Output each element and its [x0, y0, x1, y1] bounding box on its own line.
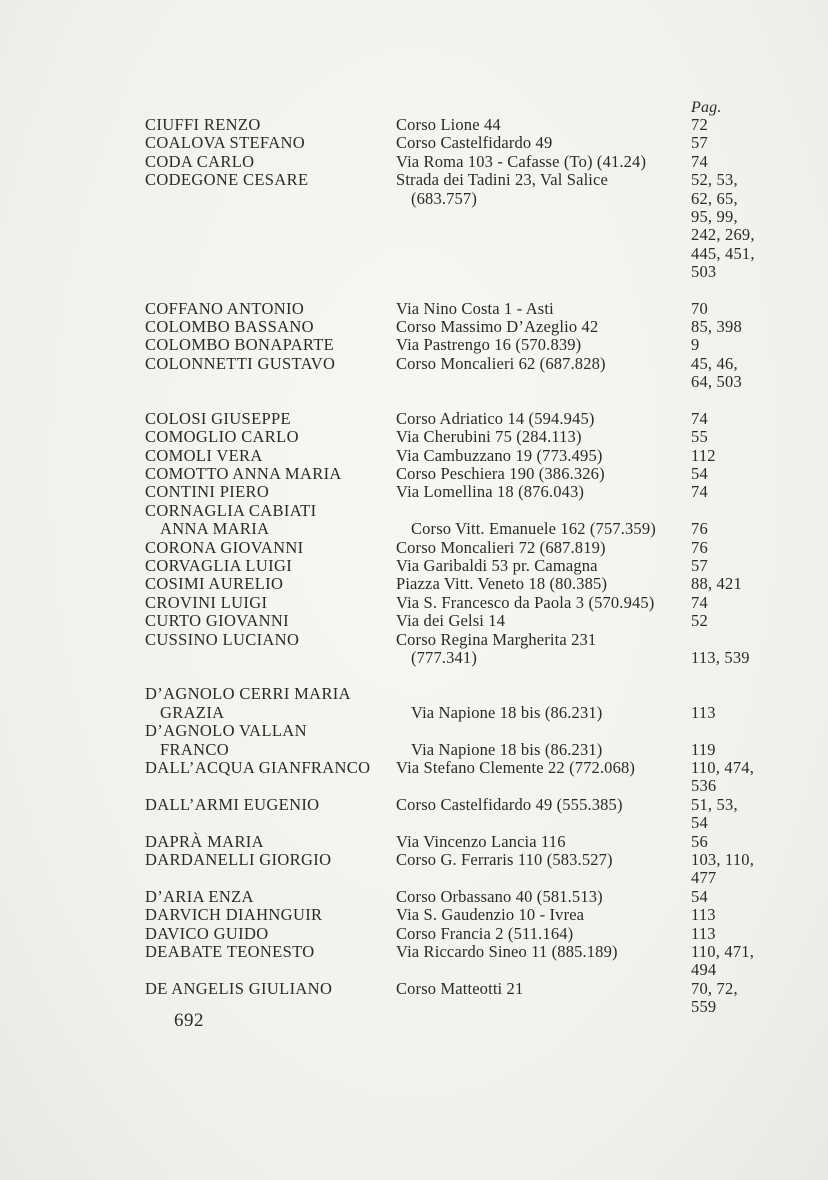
entry-name [145, 851, 396, 888]
entry-name [145, 594, 396, 612]
entry-pages [691, 594, 781, 612]
entry-name-line: COLOMBO BASSANO [145, 317, 314, 337]
entry-name [145, 410, 396, 428]
entry-name-line: COMOTTO ANNA MARIA [145, 463, 342, 483]
entry-name-line: CROVINI LUIGI [145, 592, 268, 612]
entry-pages [691, 428, 781, 446]
entry-pages [691, 612, 781, 630]
entry-address [396, 336, 691, 354]
entry-address-line: Via Cambuzzano 19 (773.495) [396, 445, 603, 465]
entry-address-line: (683.757) [411, 188, 477, 208]
entry-pages [691, 685, 781, 722]
index-entry [145, 539, 785, 557]
entry-name [145, 796, 396, 833]
entry-pages-line: 477 [691, 868, 717, 888]
index-entry [145, 833, 785, 851]
entry-name-line: CODEGONE CESARE [145, 170, 309, 190]
entry-name [145, 906, 396, 924]
entry-address-line: Via dei Gelsi 14 [396, 611, 506, 631]
entry-pages-line: 119 [691, 739, 716, 759]
entry-address [396, 447, 691, 465]
entry-pages [691, 465, 781, 483]
entry-pages-line: 242, 269, [691, 225, 755, 245]
entry-address [396, 483, 691, 501]
entry-name [145, 447, 396, 465]
entry-pages-line: 54 [691, 813, 708, 833]
entry-pages-line [691, 631, 781, 649]
entry-address-line: Via Napione 18 bis (86.231) [411, 702, 603, 722]
index-entry [145, 153, 785, 171]
entry-name-line: DAPRÀ MARIA [145, 831, 264, 851]
entry-name-line: DARVICH DIAHNGUIR [145, 905, 323, 925]
index-entry [145, 906, 785, 924]
entry-pages-line: 52, 53, [691, 170, 738, 190]
entry-pages [691, 116, 781, 134]
entry-address [396, 171, 691, 281]
entry-address-line [396, 208, 691, 226]
entry-address-line: Via Vincenzo Lancia 116 [396, 831, 566, 851]
entry-address-line: Via Garibaldi 53 pr. Camagna [396, 555, 598, 575]
entry-address [396, 943, 691, 980]
index-entry [145, 336, 785, 354]
entry-address-line: Via Riccardo Sineo 11 (885.189) [396, 942, 618, 962]
entry-address-line [396, 263, 691, 281]
entry-name-line: COLOSI GIUSEPPE [145, 408, 291, 428]
index-entry [145, 465, 785, 483]
entry-name [145, 722, 396, 759]
entry-pages-line: 70, 72, [691, 978, 738, 998]
entry-pages-line: 54 [691, 463, 708, 483]
entry-address [396, 539, 691, 557]
entry-address [396, 116, 691, 134]
entry-address [396, 612, 691, 630]
entry-address-line [396, 777, 691, 795]
entry-address [396, 410, 691, 428]
entry-address-line [396, 998, 691, 1016]
entry-name-line: CIUFFI RENZO [145, 115, 261, 134]
entry-name [145, 355, 396, 392]
index-entry [145, 410, 785, 428]
index-entry [145, 447, 785, 465]
entry-pages-line: 494 [691, 960, 717, 980]
index-entry [145, 355, 785, 392]
entry-pages [691, 796, 781, 833]
entry-address-line: Corso Moncalieri 62 (687.828) [396, 353, 606, 373]
index-entry [145, 888, 785, 906]
entry-pages-line: 85, 398 [691, 317, 742, 337]
entry-address [396, 722, 691, 759]
entry-address [396, 318, 691, 336]
index-entry [145, 925, 785, 943]
entry-name [145, 300, 396, 318]
entry-name-line [145, 373, 396, 391]
entry-address-line: Strada dei Tadini 23, Val Salice [396, 170, 608, 190]
entry-address [396, 355, 691, 392]
entry-name [145, 153, 396, 171]
page-number: 692 [174, 1010, 204, 1031]
entry-address [396, 557, 691, 575]
entry-address-line: Corso G. Ferraris 110 (583.527) [396, 850, 613, 870]
entry-pages-line [691, 502, 781, 520]
entry-name-line: DEABATE TEONESTO [145, 942, 315, 962]
index-entry [145, 612, 785, 630]
entry-name-line: D’ARIA ENZA [145, 886, 254, 906]
entry-pages-line: 76 [691, 537, 708, 557]
entry-name-line: COMOLI VERA [145, 445, 263, 465]
entry-name [145, 465, 396, 483]
entry-address-line: Via Stefano Clemente 22 (772.068) [396, 758, 636, 777]
entry-address-line [396, 722, 691, 740]
entry-pages-line: 74 [691, 592, 708, 612]
entry-address-line: Via Roma 103 - Cafasse (To) (41.24) [396, 151, 647, 171]
entry-pages-line: 113 [691, 702, 716, 722]
entry-name [145, 557, 396, 575]
entry-address [396, 631, 691, 668]
entry-address [396, 502, 691, 539]
entry-address-line: Corso Adriatico 14 (594.945) [396, 408, 595, 428]
index-entry [145, 502, 785, 539]
entry-address-line [396, 685, 691, 703]
entry-name-line [145, 190, 396, 208]
entry-pages-line: 113, 539 [691, 647, 750, 667]
entry-name-line: CONTINI PIERO [145, 482, 270, 502]
entry-address-line [396, 869, 691, 887]
entry-name-line: CODA CARLO [145, 151, 255, 171]
entry-pages [691, 171, 781, 281]
entry-pages [691, 943, 781, 980]
entry-name [145, 116, 396, 134]
entry-pages-line: 70 [691, 298, 708, 318]
entry-pages-line: 56 [691, 831, 708, 851]
entry-address [396, 594, 691, 612]
entry-address [396, 851, 691, 888]
entry-address-line: Via S. Francesco da Paola 3 (570.945) [396, 592, 655, 612]
entry-name [145, 318, 396, 336]
entry-pages-line: 110, 471, [691, 942, 755, 962]
entry-name-line: GRAZIA [160, 702, 225, 722]
entry-pages-line: 95, 99, [691, 207, 738, 227]
entry-pages-line: 74 [691, 151, 708, 171]
entry-pages-line: 62, 65, [691, 188, 738, 208]
index-entry [145, 980, 785, 1017]
entry-address-line: Via Pastrengo 16 (570.839) [396, 335, 582, 355]
entry-pages-line: 113 [691, 905, 716, 925]
entry-name-line [145, 263, 396, 281]
index-entry [145, 943, 785, 980]
entry-name-line [145, 777, 396, 795]
entry-name-line: COLONNETTI GUSTAVO [145, 353, 336, 373]
entry-pages-line: 74 [691, 408, 708, 428]
entry-address [396, 906, 691, 924]
entry-name-line: COALOVA STEFANO [145, 133, 306, 153]
entry-pages-line: 536 [691, 776, 717, 796]
entry-name [145, 631, 396, 668]
index-entry [145, 428, 785, 446]
entry-name-line: DAVICO GUIDO [145, 923, 269, 943]
entry-pages-line: 113 [691, 923, 716, 943]
index-entry [145, 575, 785, 593]
entry-address [396, 685, 691, 722]
entry-pages-line: 9 [691, 335, 700, 355]
entry-pages-line: 72 [691, 115, 708, 134]
entry-pages-line: 503 [691, 262, 717, 282]
entry-pages-line: 52 [691, 611, 708, 631]
entry-address-line [396, 373, 691, 391]
index-entry [145, 134, 785, 152]
entry-pages-line: 103, 110, [691, 850, 755, 870]
entry-address-line: Corso Moncalieri 72 (687.819) [396, 537, 606, 557]
index-entry [145, 594, 785, 612]
entry-pages-line: 54 [691, 886, 708, 906]
entry-name [145, 943, 396, 980]
entry-name-line: COMOGLIO CARLO [145, 427, 299, 447]
entry-pages [691, 483, 781, 501]
entry-pages-line: 559 [691, 997, 717, 1017]
entry-pages [691, 888, 781, 906]
entry-name [145, 925, 396, 943]
entry-name-line: D’AGNOLO CERRI MARIA [145, 684, 351, 704]
index-entry [145, 318, 785, 336]
entry-address-line: Via S. Gaudenzio 10 - Ivrea [396, 905, 585, 925]
entry-pages-line: 55 [691, 427, 708, 447]
entry-address-line: Corso Lione 44 [396, 115, 501, 134]
entry-address-line: Corso Orbassano 40 (581.513) [396, 886, 603, 906]
entry-address-line: Corso Matteotti 21 [396, 978, 524, 998]
entry-name-line: CORNAGLIA CABIATI [145, 500, 317, 520]
entry-name-line [145, 226, 396, 244]
index-entry [145, 483, 785, 501]
entry-name [145, 685, 396, 722]
entry-name-line: COFFANO ANTONIO [145, 298, 305, 318]
index-entry [145, 722, 785, 759]
entry-name-line: COSIMI AURELIO [145, 574, 284, 594]
index-entry [145, 685, 785, 722]
entry-address-line: Corso Regina Margherita 231 [396, 629, 597, 649]
entry-pages-line: 110, 474, [691, 758, 755, 777]
entry-pages [691, 300, 781, 318]
entry-address-line: Via Napione 18 bis (86.231) [411, 739, 603, 759]
entry-name [145, 336, 396, 354]
index-entries-list [145, 116, 785, 1017]
entry-address-line: Via Lomellina 18 (876.043) [396, 482, 585, 502]
entry-pages-line [691, 722, 781, 740]
entry-address-line: (777.341) [411, 647, 477, 667]
entry-pages [691, 851, 781, 888]
entry-name-line: CORVAGLIA LUIGI [145, 555, 293, 575]
entry-name-line: DALL’ARMI EUGENIO [145, 794, 320, 814]
entry-address-line [396, 961, 691, 979]
entry-pages [691, 833, 781, 851]
entry-pages [691, 722, 781, 759]
entry-name-line: DALL’ACQUA GIANFRANCO [145, 758, 371, 777]
entry-name-line: CUSSINO LUCIANO [145, 629, 300, 649]
entry-pages [691, 906, 781, 924]
entry-name-line [145, 208, 396, 226]
entry-name [145, 575, 396, 593]
entry-pages [691, 575, 781, 593]
entry-name [145, 171, 396, 281]
entry-name [145, 428, 396, 446]
entry-pages [691, 318, 781, 336]
entry-name [145, 502, 396, 539]
entry-pages [691, 539, 781, 557]
entry-pages [691, 925, 781, 943]
entry-pages [691, 980, 781, 1017]
entry-pages-line: 74 [691, 482, 708, 502]
entry-name [145, 612, 396, 630]
entry-name-line [145, 961, 396, 979]
entry-name [145, 539, 396, 557]
entry-address [396, 428, 691, 446]
entry-address [396, 153, 691, 171]
entry-name [145, 483, 396, 501]
entry-pages-line: 64, 503 [691, 372, 742, 392]
entry-address-line: Piazza Vitt. Veneto 18 (80.385) [396, 574, 608, 594]
entry-pages-line [691, 685, 781, 703]
entry-name-line [145, 814, 396, 832]
entry-name [145, 134, 396, 152]
entry-name-line: DE ANGELIS GIULIANO [145, 978, 333, 998]
entry-address-line: Via Nino Costa 1 - Asti [396, 298, 554, 318]
entry-address [396, 980, 691, 1017]
index-entry [145, 171, 785, 281]
index-entry [145, 796, 785, 833]
index-entry [145, 116, 785, 134]
entry-address-line: Corso Peschiera 190 (386.326) [396, 463, 605, 483]
entry-address-line: Via Cherubini 75 (284.113) [396, 427, 582, 447]
entry-pages-line: 445, 451, [691, 243, 755, 263]
entry-pages-line: 51, 53, [691, 794, 738, 814]
entry-pages [691, 153, 781, 171]
entry-address [396, 796, 691, 833]
index-entry [145, 759, 785, 796]
entry-address-line [396, 814, 691, 832]
entry-name-line: DARDANELLI GIORGIO [145, 850, 332, 870]
entry-name-line [145, 869, 396, 887]
entry-address-line [396, 245, 691, 263]
entry-address-line [396, 226, 691, 244]
entry-pages [691, 134, 781, 152]
entry-address [396, 833, 691, 851]
entry-pages [691, 410, 781, 428]
index-entry [145, 631, 785, 668]
entry-pages-line: 57 [691, 555, 708, 575]
entry-address-line: Corso Massimo D’Azeglio 42 [396, 317, 599, 337]
entry-name-line: D’AGNOLO VALLAN [145, 721, 307, 741]
entry-pages [691, 355, 781, 392]
entry-address [396, 465, 691, 483]
entry-name [145, 759, 396, 796]
entry-name-line [145, 649, 396, 667]
index-entry [145, 557, 785, 575]
index-entry [145, 300, 785, 318]
entry-pages-line: 76 [691, 519, 708, 539]
entry-pages-line: 57 [691, 133, 708, 153]
entry-name-line: CORONA GIOVANNI [145, 537, 304, 557]
entry-address [396, 300, 691, 318]
entry-address [396, 575, 691, 593]
entry-pages [691, 759, 781, 796]
entry-name-line: ANNA MARIA [160, 519, 270, 539]
entry-pages-line: 45, 46, [691, 353, 738, 373]
entry-address-line: Corso Francia 2 (511.164) [396, 923, 574, 943]
entry-name-line [145, 245, 396, 263]
entry-pages [691, 447, 781, 465]
entry-name-line: COLOMBO BONAPARTE [145, 335, 335, 355]
index-entry [145, 851, 785, 888]
entry-pages-line: 88, 421 [691, 574, 742, 594]
entry-pages [691, 631, 781, 668]
entry-address [396, 925, 691, 943]
entry-address [396, 134, 691, 152]
entry-pages [691, 557, 781, 575]
entry-address-line: Corso Castelfidardo 49 (555.385) [396, 794, 623, 814]
entry-pages [691, 336, 781, 354]
entry-name [145, 888, 396, 906]
entry-pages-line: 112 [691, 445, 716, 465]
entry-name [145, 833, 396, 851]
pages-column-header: Pag. [691, 99, 722, 116]
entry-name-line: CURTO GIOVANNI [145, 611, 290, 631]
entry-address [396, 759, 691, 796]
entry-address-line: Corso Castelfidardo 49 [396, 133, 553, 153]
entry-address-line [396, 502, 691, 520]
entry-address [396, 888, 691, 906]
entry-pages [691, 502, 781, 539]
entry-address-line: Corso Vitt. Emanuele 162 (757.359) [411, 519, 656, 539]
entry-name-line: FRANCO [160, 739, 230, 759]
